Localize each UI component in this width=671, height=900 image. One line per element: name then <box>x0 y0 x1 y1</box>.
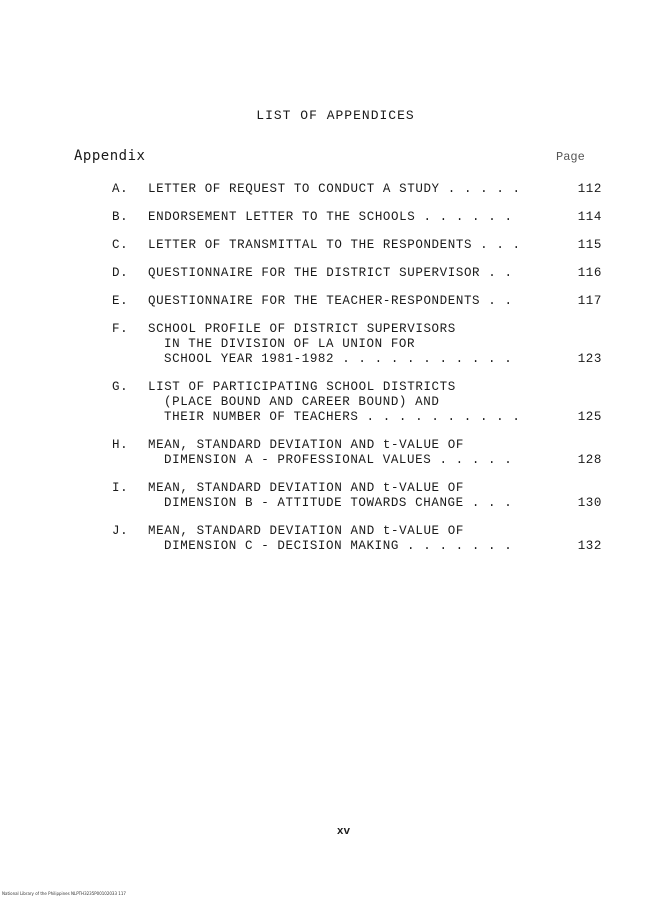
appendix-letter: J. <box>112 524 129 538</box>
appendix-title-line: (PLACE BOUND AND CAREER BOUND) AND <box>164 395 440 409</box>
appendix-letter: I. <box>112 481 129 495</box>
page-title: LIST OF APPENDICES <box>256 108 415 123</box>
appendix-letter: G. <box>112 380 129 394</box>
appendix-title-line: MEAN, STANDARD DEVIATION AND t-VALUE OF <box>148 524 464 538</box>
appendix-title <box>148 210 558 225</box>
appendix-title-line: ENDORSEMENT LETTER TO THE SCHOOLS . . . . . . <box>148 210 513 224</box>
appendix-letter: F. <box>112 322 129 336</box>
appendix-title-line: IN THE DIVISION OF LA UNION FOR <box>164 337 416 351</box>
appendix-title <box>148 438 558 468</box>
appendix-title <box>148 322 558 367</box>
appendix-title <box>148 524 558 554</box>
appendix-title-line: DIMENSION C - DECISION MAKING . . . . . . . <box>164 539 513 553</box>
appendix-page-number: 130 <box>577 496 602 510</box>
appendix-title-line: LETTER OF REQUEST TO CONDUCT A STUDY . . . . . <box>148 182 521 196</box>
appendix-title <box>148 481 558 511</box>
appendix-letter: E. <box>112 294 129 308</box>
appendix-page-number: 115 <box>577 238 602 252</box>
appendix-page-number: 123 <box>577 352 602 366</box>
appendix-title-line: LIST OF PARTICIPATING SCHOOL DISTRICTS <box>148 380 456 394</box>
appendix-page-number: 125 <box>577 410 602 424</box>
appendix-title-line: DIMENSION A - PROFESSIONAL VALUES . . . . . <box>164 453 513 467</box>
appendix-title <box>148 294 558 309</box>
appendix-title-line: DIMENSION B - ATTITUDE TOWARDS CHANGE . . . <box>164 496 513 510</box>
appendix-title-line: SCHOOL PROFILE OF DISTRICT SUPERVISORS <box>148 322 456 336</box>
appendix-title-line: QUESTIONNAIRE FOR THE DISTRICT SUPERVISOR . . <box>148 266 513 280</box>
appendix-page-number: 114 <box>577 210 602 224</box>
appendix-title-line: LETTER OF TRANSMITTAL TO THE RESPONDENTS . . . <box>148 238 521 252</box>
appendix-letter: A. <box>112 182 129 196</box>
appendix-page-number: 116 <box>577 266 602 280</box>
appendix-title-line: SCHOOL YEAR 1981-1982 . . . . . . . . . . . <box>164 352 513 366</box>
appendix-title <box>148 238 558 253</box>
appendix-title-line: MEAN, STANDARD DEVIATION AND t-VALUE OF <box>148 438 464 452</box>
appendix-column-heading: Appendix <box>74 148 146 164</box>
appendix-letter: D. <box>112 266 129 280</box>
appendix-page-number: 117 <box>577 294 602 308</box>
appendix-title <box>148 266 558 281</box>
appendix-title-line: QUESTIONNAIRE FOR THE TEACHER-RESPONDENTS . . <box>148 294 513 308</box>
appendix-title <box>148 182 558 197</box>
appendix-letter: H. <box>112 438 129 452</box>
appendix-title <box>148 380 558 425</box>
appendix-page-number: 112 <box>577 182 602 196</box>
library-stamp: National Library of the Philippines NLPTH3235P00102033 117 <box>2 891 126 896</box>
appendix-letter: C. <box>112 238 129 252</box>
page-column-heading: Page <box>556 150 585 164</box>
appendix-title-line: THEIR NUMBER OF TEACHERS . . . . . . . . . . <box>164 410 521 424</box>
appendix-letter: B. <box>112 210 129 224</box>
appendix-title-line: MEAN, STANDARD DEVIATION AND t-VALUE OF <box>148 481 464 495</box>
page-number: xv <box>336 826 351 838</box>
appendix-page-number: 128 <box>577 453 602 467</box>
appendix-page-number: 132 <box>577 539 602 553</box>
